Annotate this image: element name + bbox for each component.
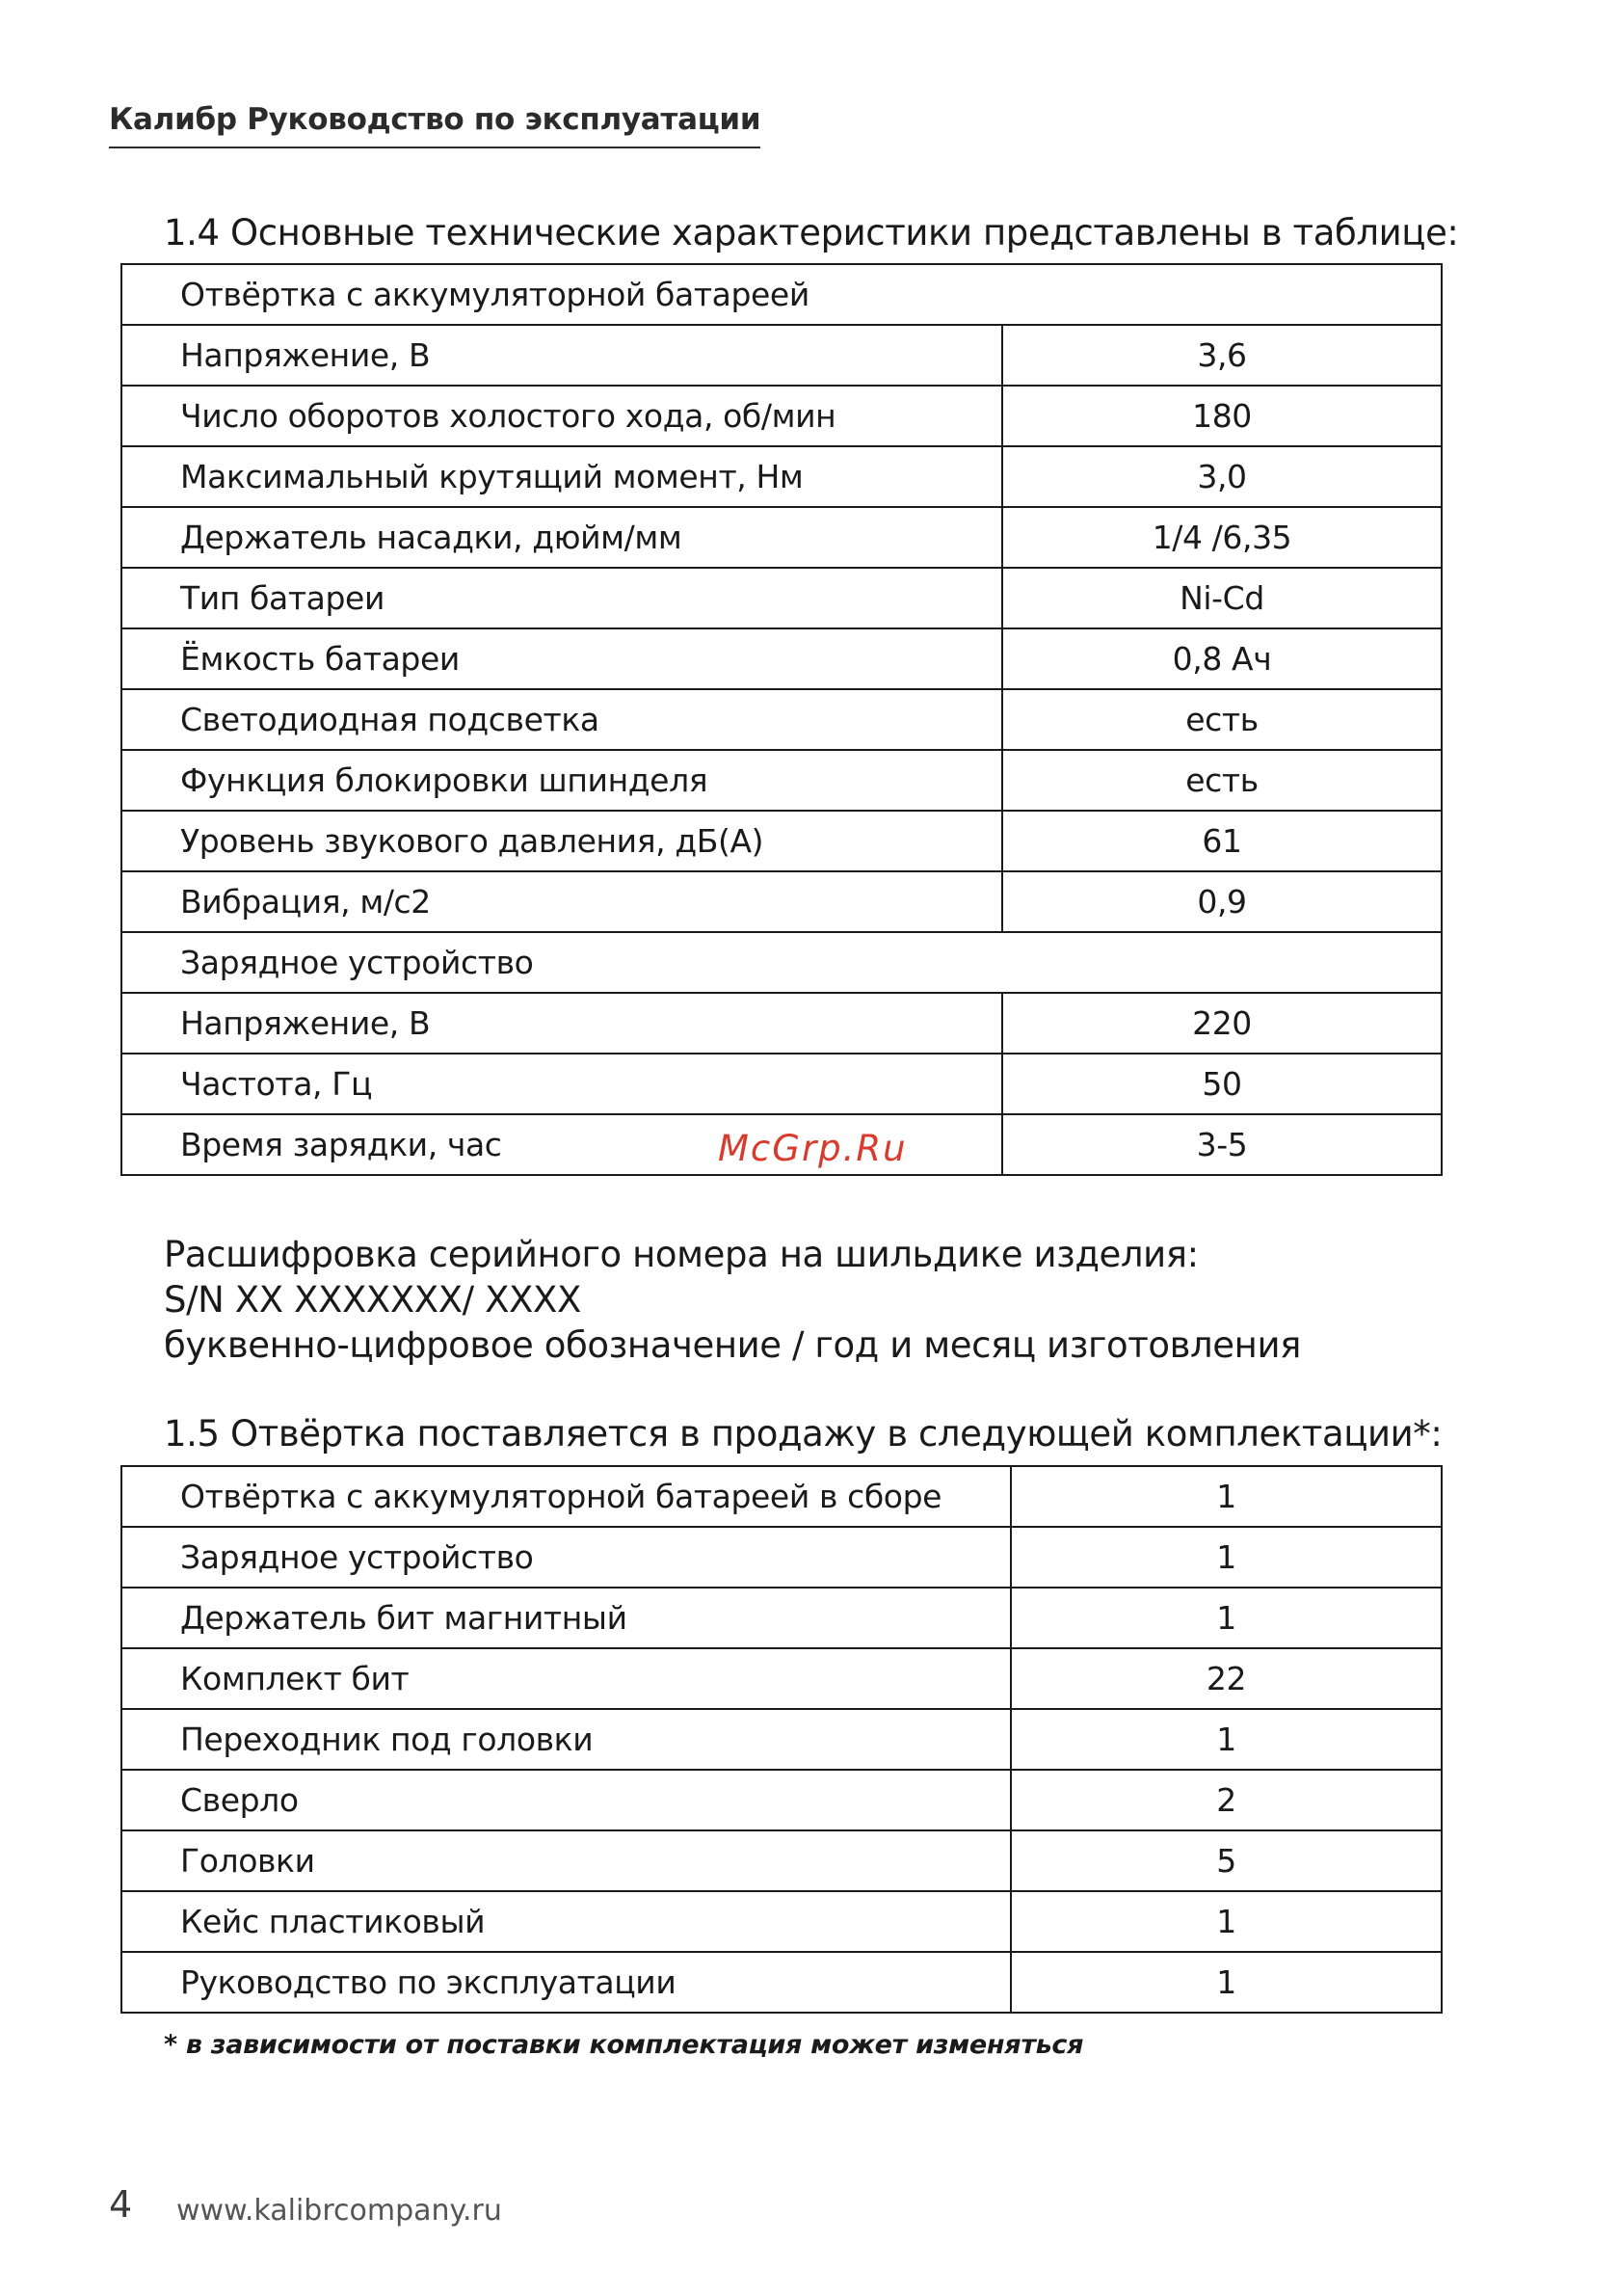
spec-value: 1/4 /6,35 bbox=[1002, 507, 1442, 568]
item-quantity: 1 bbox=[1011, 1952, 1442, 2013]
spec-value: 61 bbox=[1002, 811, 1442, 871]
table-section-row bbox=[121, 264, 1442, 325]
spec-value: есть bbox=[1002, 689, 1442, 750]
table-row bbox=[121, 628, 1442, 689]
table-row bbox=[121, 1054, 1442, 1114]
item-label: Руководство по эксплуатации bbox=[121, 1952, 1011, 2013]
spec-value: 0,9 bbox=[1002, 871, 1442, 932]
table-row bbox=[121, 689, 1442, 750]
website-link[interactable]: www.kalibrcompany.ru bbox=[176, 2194, 502, 2228]
serial-line-3: буквенно-цифровое обозначение / год и месяц изготовления bbox=[164, 1324, 1301, 1366]
item-label: Переходник под головки bbox=[121, 1709, 1011, 1770]
spec-value: 220 bbox=[1002, 993, 1442, 1054]
spec-label: Вибрация, м/с2 bbox=[121, 871, 1002, 932]
charger-section-title: Зарядное устройство bbox=[121, 932, 1442, 993]
table-row bbox=[121, 1527, 1442, 1588]
spec-label: Частота, Гц bbox=[121, 1054, 1002, 1114]
item-quantity: 1 bbox=[1011, 1709, 1442, 1770]
table-row bbox=[121, 1466, 1442, 1527]
serial-line-2: S/N XX XXXXXXX/ XXXX bbox=[164, 1279, 581, 1321]
item-label: Отвёртка с аккумуляторной батареей в сборе bbox=[121, 1466, 1011, 1527]
item-quantity: 22 bbox=[1011, 1648, 1442, 1709]
page-number: 4 bbox=[109, 2183, 133, 2226]
spec-label: Функция блокировки шпинделя bbox=[121, 750, 1002, 811]
spec-value: 180 bbox=[1002, 386, 1442, 446]
table-row bbox=[121, 325, 1442, 386]
spec-label: Тип батареи bbox=[121, 568, 1002, 628]
item-label: Головки bbox=[121, 1830, 1011, 1891]
package-contents-table bbox=[120, 1465, 1443, 2014]
table-row bbox=[121, 507, 1442, 568]
watermark: McGrp.Ru bbox=[718, 1128, 908, 1169]
table-row bbox=[121, 750, 1442, 811]
item-quantity: 5 bbox=[1011, 1830, 1442, 1891]
table-row bbox=[121, 811, 1442, 871]
table-row bbox=[121, 1588, 1442, 1648]
spec-label: Держатель насадки, дюйм/мм bbox=[121, 507, 1002, 568]
item-label: Сверло bbox=[121, 1770, 1011, 1830]
item-quantity: 1 bbox=[1011, 1891, 1442, 1952]
spec-value: 0,8 Ач bbox=[1002, 628, 1442, 689]
section-1-5-heading: 1.5 Отвёртка поставляется в продажу в следующей комплектации*: bbox=[164, 1413, 1443, 1455]
item-label: Держатель бит магнитный bbox=[121, 1588, 1011, 1648]
table-row bbox=[121, 568, 1442, 628]
table-row bbox=[121, 1952, 1442, 2013]
table-row bbox=[121, 446, 1442, 507]
footnote: * в зависимости от поставки комплектация может изменяться bbox=[164, 2030, 1084, 2060]
section-1-4-heading: 1.4 Основные технические характеристики представлены в таблице: bbox=[164, 212, 1459, 254]
serial-line-1: Расшифровка серийного номера на шильдике изделия: bbox=[164, 1234, 1199, 1275]
item-quantity: 1 bbox=[1011, 1466, 1442, 1527]
table-section-row bbox=[121, 932, 1442, 993]
spec-value: есть bbox=[1002, 750, 1442, 811]
spec-label: Число оборотов холостого хода, об/мин bbox=[121, 386, 1002, 446]
spec-label: Максимальный крутящий момент, Нм bbox=[121, 446, 1002, 507]
spec-label: Напряжение, В bbox=[121, 325, 1002, 386]
table-row bbox=[121, 1830, 1442, 1891]
item-quantity: 1 bbox=[1011, 1527, 1442, 1588]
spec-value: Ni-Cd bbox=[1002, 568, 1442, 628]
table-row bbox=[121, 1648, 1442, 1709]
table-row bbox=[121, 1891, 1442, 1952]
spec-label: Уровень звукового давления, дБ(А) bbox=[121, 811, 1002, 871]
item-label: Комплект бит bbox=[121, 1648, 1011, 1709]
table-row bbox=[121, 993, 1442, 1054]
screwdriver-section-title: Отвёртка с аккумуляторной батареей bbox=[121, 264, 1442, 325]
spec-label: Ёмкость батареи bbox=[121, 628, 1002, 689]
spec-value: 3,0 bbox=[1002, 446, 1442, 507]
spec-value: 3-5 bbox=[1002, 1114, 1442, 1175]
item-label: Зарядное устройство bbox=[121, 1527, 1011, 1588]
spec-label: Время зарядки, час bbox=[121, 1114, 1002, 1175]
table-row bbox=[121, 386, 1442, 446]
spec-label: Светодиодная подсветка bbox=[121, 689, 1002, 750]
serial-number-explanation bbox=[164, 1232, 1301, 1368]
item-quantity: 2 bbox=[1011, 1770, 1442, 1830]
table-row bbox=[121, 1709, 1442, 1770]
spec-value: 3,6 bbox=[1002, 325, 1442, 386]
spec-label: Напряжение, В bbox=[121, 993, 1002, 1054]
spec-value: 50 bbox=[1002, 1054, 1442, 1114]
table-row bbox=[121, 871, 1442, 932]
item-label: Кейс пластиковый bbox=[121, 1891, 1011, 1952]
item-quantity: 1 bbox=[1011, 1588, 1442, 1648]
specifications-table bbox=[120, 263, 1443, 1176]
table-row bbox=[121, 1770, 1442, 1830]
document-header: Калибр Руководство по эксплуатации bbox=[109, 102, 760, 148]
